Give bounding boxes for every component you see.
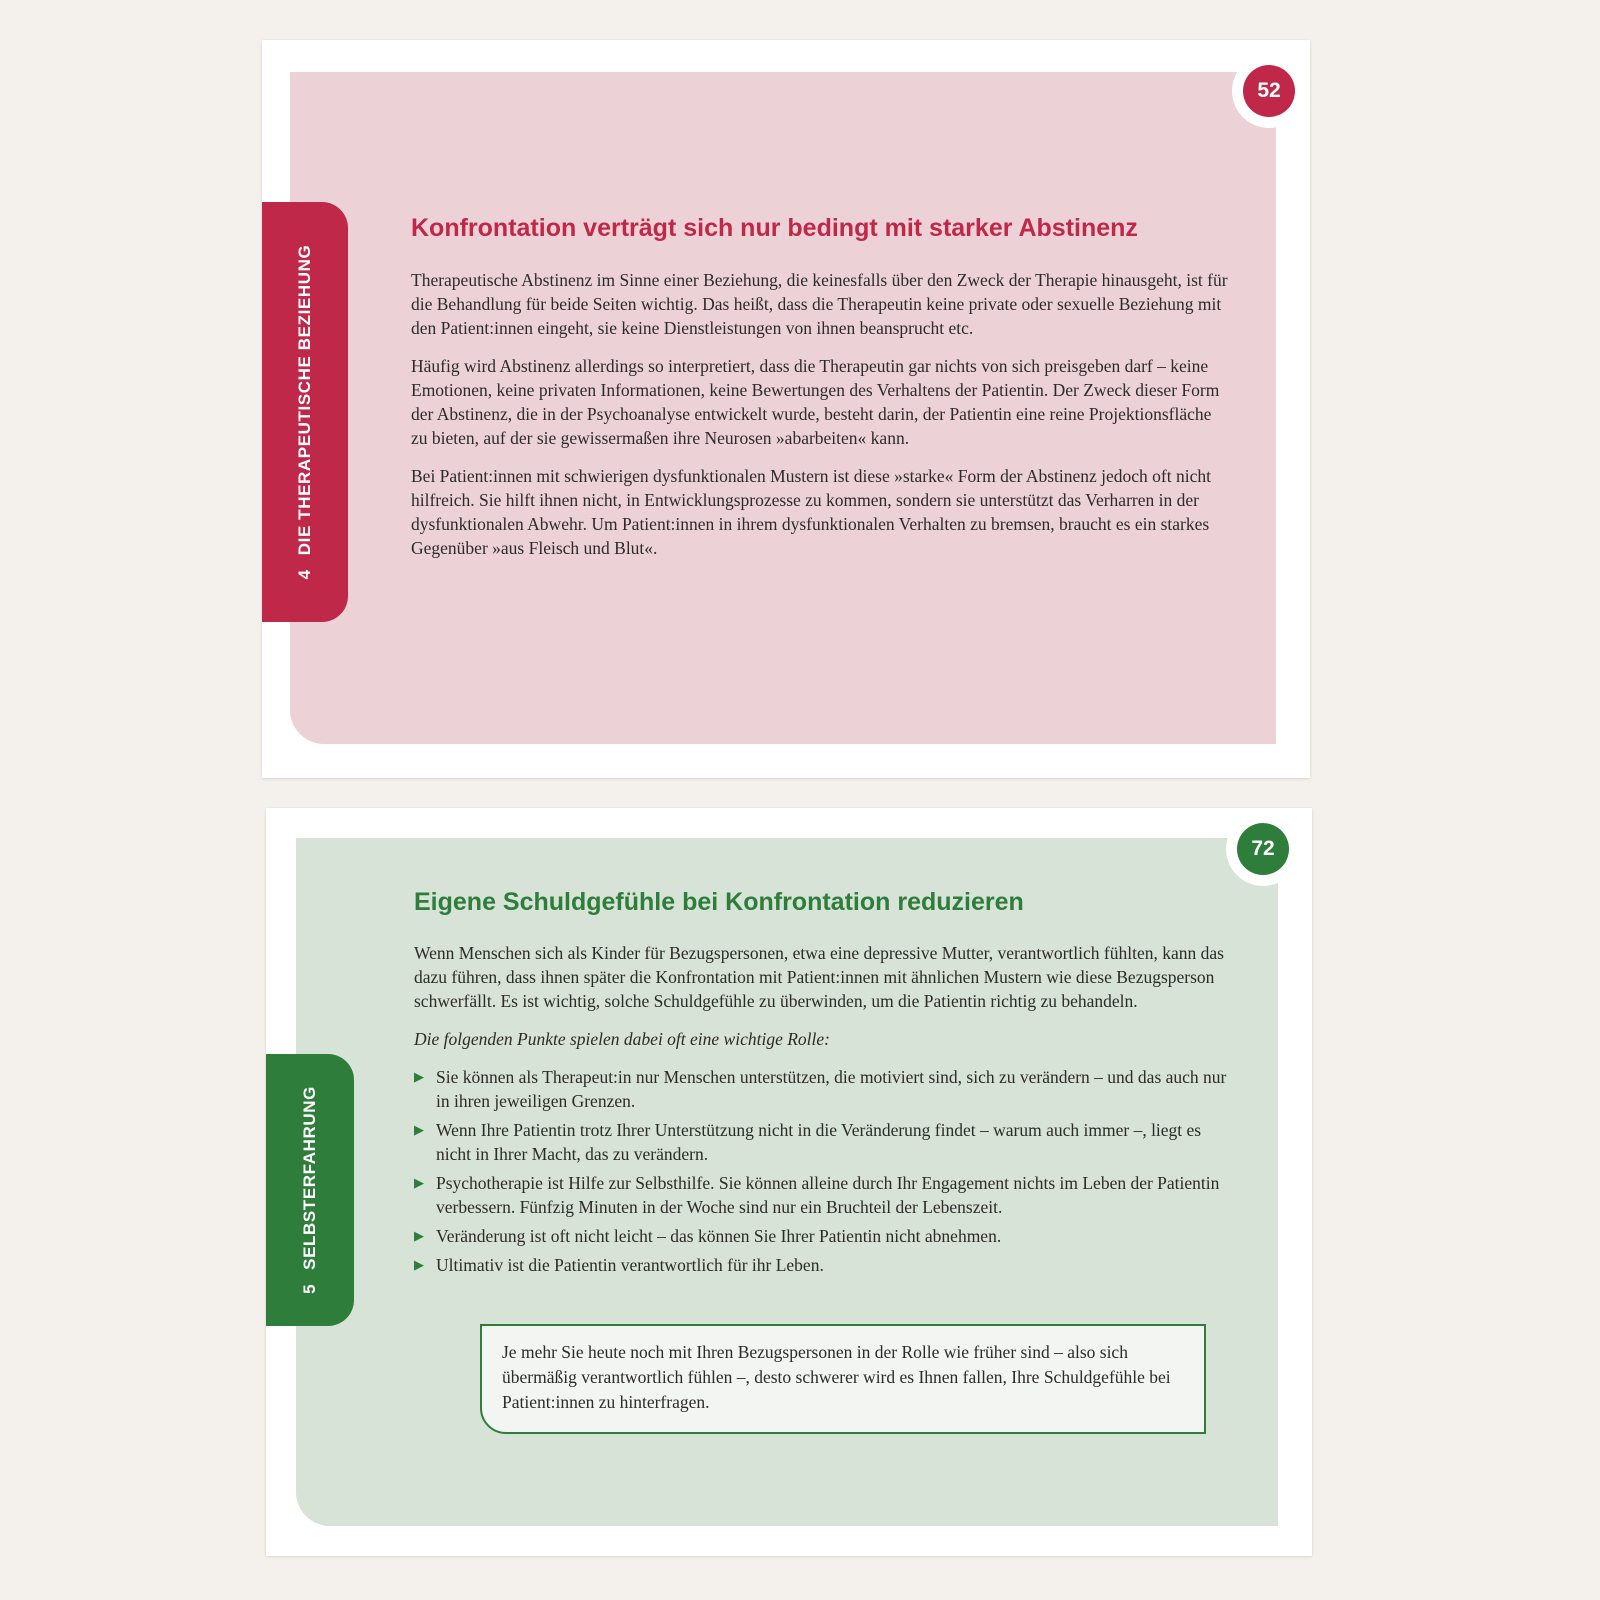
chapter-title: SELBSTERFAHRUNG: [300, 1086, 319, 1270]
list-item: [414, 1253, 1234, 1277]
card-number-badge: 52: [1243, 65, 1295, 117]
triangle-right-icon: ▶: [414, 1123, 424, 1138]
chapter-label: [295, 245, 315, 580]
list-item: [414, 1171, 1234, 1219]
paragraph: Therapeutische Abstinenz im Sinne einer Beziehung, die keinesfalls über den Zweck der Therapie hinausgeht, ist für die Behandlung für beide Seiten wichtig. Das heißt, dass die Therapeutin keine private oder sexuelle Beziehung mit den Patient:innen eingeht, sie keine Dienstleistungen von ihnen beansprucht etc.: [411, 270, 1228, 338]
triangle-right-icon: ▶: [414, 1176, 424, 1191]
triangle-right-icon: ▶: [414, 1258, 424, 1273]
list-item-text: Psychotherapie ist Hilfe zur Selbsthilfe. Sie können alleine durch Ihr Engagement nichts im Leben der Patientin verbessern. Fünfzig Minuten in der Woche sind nur ein Bruchteil der Lebenszeit.: [436, 1173, 1220, 1217]
list-item-text: Wenn Ihre Patientin trotz Ihrer Unterstützung nicht in die Veränderung findet – warum auch immer –, liegt es nicht in Ihrer Macht, das zu verändern.: [436, 1120, 1202, 1164]
card-top-chapter-tab: [262, 202, 348, 622]
chapter-title: DIE THERAPEUTISCHE BEZIEHUNG: [295, 244, 314, 556]
list-item: [414, 1065, 1234, 1113]
triangle-right-icon: ▶: [414, 1229, 424, 1244]
chapter-number: 5: [300, 1283, 319, 1294]
chapter-number: 4: [295, 569, 314, 580]
card-bottom-title: Eigene Schuldgefühle bei Konfrontation reduzieren: [414, 888, 1024, 916]
card-bottom-chapter-tab: [266, 1054, 354, 1326]
list-item: [414, 1224, 1234, 1248]
list-item-text: Veränderung ist oft nicht leicht – das können Sie Ihrer Patientin nicht abnehmen.: [436, 1226, 1002, 1246]
card-top: [262, 40, 1310, 778]
note-box: Je mehr Sie heute noch mit Ihren Bezugspersonen in der Rolle wie früher sind – also sich übermäßig verantwortlich fühlen –, desto schwerer wird es Ihnen fallen, Ihre Schuldgefühle bei Patient:innen zu hinterfragen.: [480, 1324, 1206, 1434]
card-bottom-number-ring: [1226, 812, 1300, 886]
paragraph: Bei Patient:innen mit schwierigen dysfunktionalen Mustern ist diese »starke« Form der Abstinenz jedoch oft nicht hilfreich. Sie hilft ihnen nicht, in Entwicklungsprozesse zu kommen, sondern sie unterstützt das Verharren in der dysfunktionalen Abwehr. Um Patient:innen in ihrem dysfunktionalen Verhalten zu bremsen, braucht es ein starkes Gegenüber »aus Fleisch und Blut«.: [411, 466, 1211, 558]
list-item: [414, 1118, 1234, 1166]
bullet-lead: Die folgenden Punkte spielen dabei oft eine wichtige Rolle:: [414, 1029, 830, 1049]
list-item-text: Ultimativ ist die Patientin verantwortlich für ihr Leben.: [436, 1255, 824, 1275]
card-top-body: [411, 268, 1231, 574]
card-bottom: [266, 808, 1312, 1556]
triangle-right-icon: ▶: [414, 1070, 424, 1085]
card-number-badge: 72: [1237, 823, 1289, 875]
paragraph: Wenn Menschen sich als Kinder für Bezugspersonen, etwa eine depressive Mutter, verantwortlich fühlten, kann das dazu führen, dass ihnen später die Konfrontation mit Patient:innen mit ähnlichen Mustern wie diese Bezugsperson schwerfällt. Es ist wichtig, solche Schuldgefühle zu überwinden, um die Patientin richtig zu behandeln.: [414, 943, 1224, 1011]
list-item-text: Sie können als Therapeut:in nur Menschen unterstützen, die motiviert sind, sich zu verändern – und das auch nur in ihren jeweiligen Grenzen.: [436, 1067, 1227, 1111]
card-top-number-ring: [1232, 54, 1306, 128]
bullet-list: [414, 1065, 1234, 1277]
paragraph: Häufig wird Abstinenz allerdings so interpretiert, dass die Therapeutin gar nichts von sich preisgeben darf – keine Emotionen, keine privaten Informationen, keine Bewertungen des Verhaltens der Patientin. Der Zweck dieser Form der Abstinenz, die in der Psychoanalyse entwickelt wurde, besteht darin, der Patientin eine reine Projektionsfläche zu bieten, auf der sie gewissermaßen ihre Neurosen »abarbeiten« kann.: [411, 356, 1220, 448]
chapter-label: [300, 1086, 320, 1294]
card-top-title: Konfrontation verträgt sich nur bedingt mit starker Abstinenz: [411, 214, 1138, 242]
card-bottom-body: [414, 941, 1234, 1282]
